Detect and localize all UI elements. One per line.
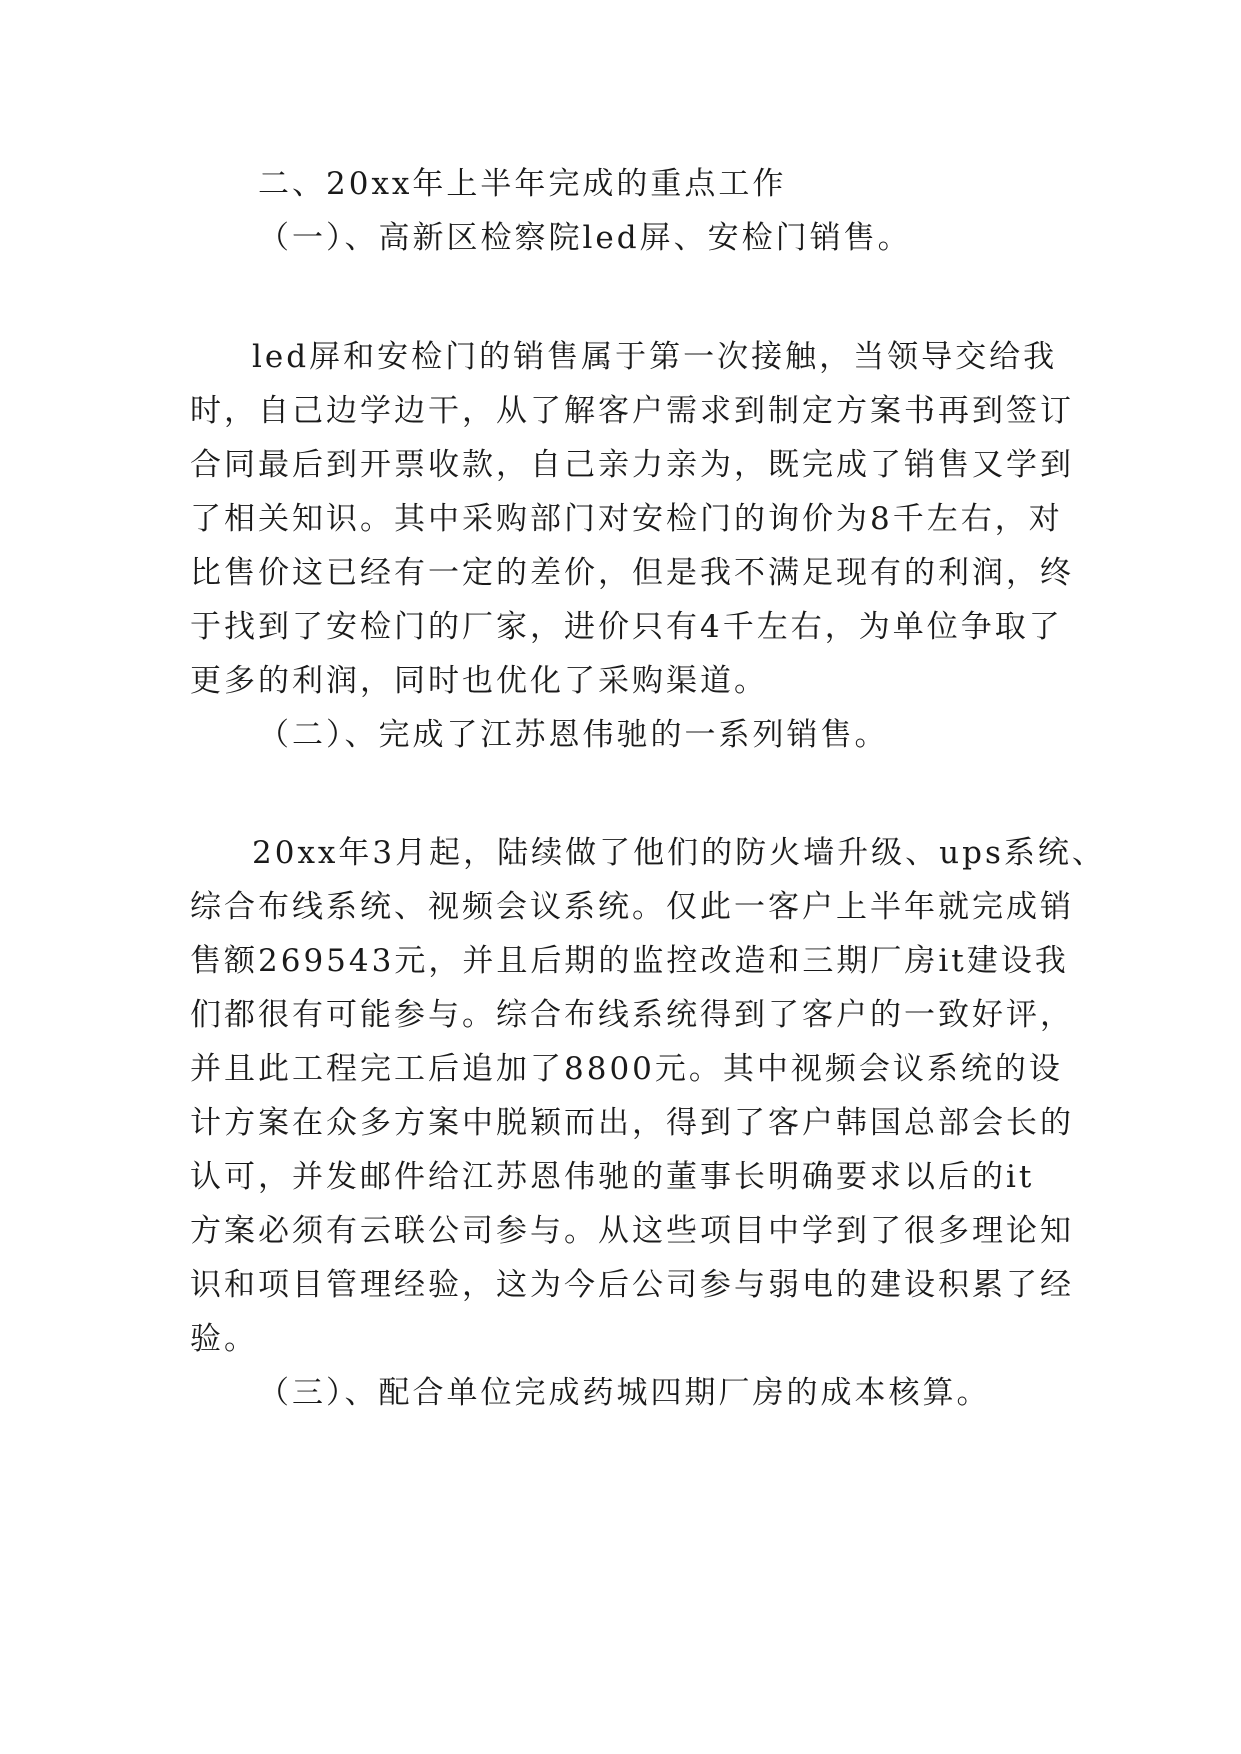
paragraph-line: 比售价这已经有一定的差价，但是我不满足现有的利润，终 xyxy=(190,555,1074,591)
paragraph-line: 更多的利润，同时也优化了采购渠道。 xyxy=(190,663,768,699)
paragraph-line: 验。 xyxy=(190,1321,258,1357)
paragraph-line: 识和项目管理经验，这为今后公司参与弱电的建设积累了经 xyxy=(190,1267,1074,1303)
paragraph-line: 售额269543元，并且后期的监控改造和三期厂房it建设我 xyxy=(190,943,1069,979)
paragraph-line: 方案必须有云联公司参与。从这些项目中学到了很多理论知 xyxy=(190,1213,1074,1249)
paragraph-line: 了相关知识。其中采购部门对安检门的询价为8千左右，对 xyxy=(190,501,1063,537)
paragraph-line: 合同最后到开票收款，自己亲力亲为，既完成了销售又学到 xyxy=(190,447,1074,483)
paragraph-line: 认可，并发邮件给江苏恩伟驰的董事长明确要求以后的it xyxy=(190,1159,1035,1195)
paragraph-line: 综合布线系统、视频会议系统。仅此一客户上半年就完成销 xyxy=(190,889,1074,925)
paragraph-line: 时，自己边学边干，从了解客户需求到制定方案书再到签订 xyxy=(190,393,1074,429)
paragraph-line: 们都很有可能参与。综合布线系统得到了客户的一致好评， xyxy=(190,997,1074,1033)
section-heading: 二、20xx年上半年完成的重点工作 xyxy=(258,166,787,202)
paragraph-line: 于找到了安检门的厂家，进价只有4千左右，为单位争取了 xyxy=(190,609,1063,645)
subsection-title-3: （三）、配合单位完成药城四期厂房的成本核算。 xyxy=(258,1375,991,1411)
paragraph-line: 计方案在众多方案中脱颖而出，得到了客户韩国总部会长的 xyxy=(190,1105,1074,1141)
paragraph-line: led屏和安检门的销售属于第一次接触，当领导交给我 xyxy=(252,339,1058,375)
subsection-title-1: （一）、高新区检察院led屏、安检门销售。 xyxy=(258,220,912,256)
paragraph-line: 并且此工程完工后追加了8800元。其中视频会议系统的设 xyxy=(190,1051,1063,1087)
subsection-title-2: （二）、完成了江苏恩伟驰的一系列销售。 xyxy=(258,717,889,753)
paragraph-line: 20xx年3月起，陆续做了他们的防火墙升级、ups系统、 xyxy=(252,835,1106,871)
